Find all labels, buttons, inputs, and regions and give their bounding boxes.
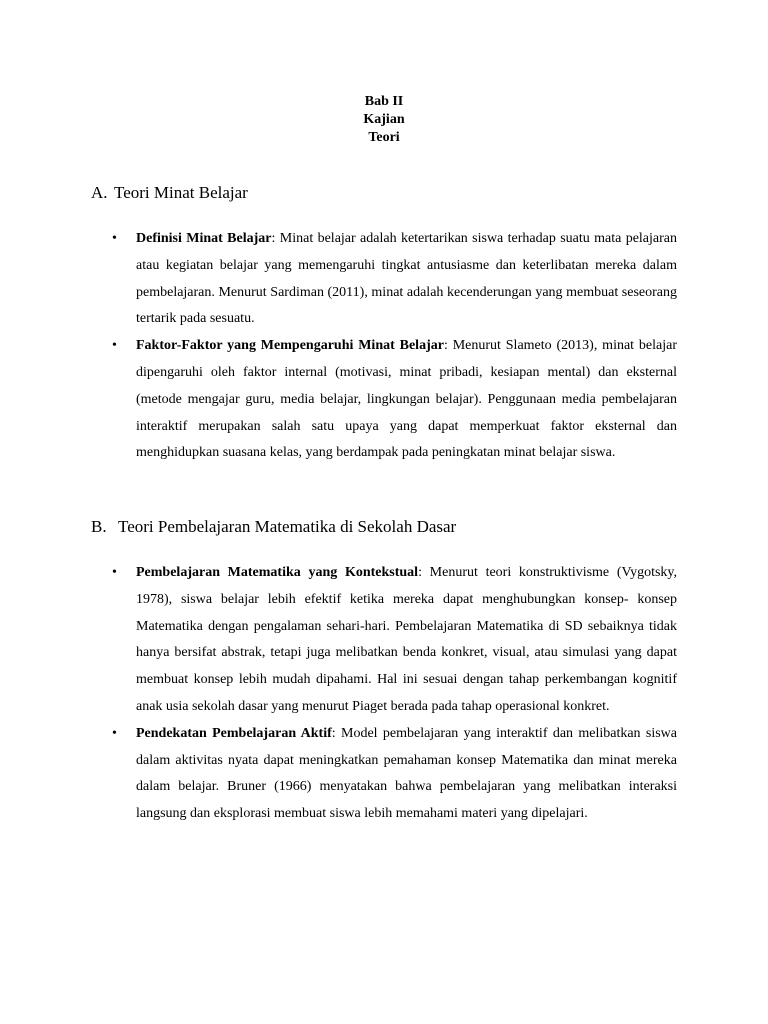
section-b-list bbox=[112, 560, 678, 828]
bullet-icon: • bbox=[112, 565, 117, 580]
list-item bbox=[112, 721, 678, 828]
bullet-text: : Minat belajar adalah ketertarikan siswa terhadap suatu mata pelajaran atau kegiatan belajar yang memengaruhi tingkat antusiasme dan keterlibatan mereka dalam pembelajaran. Menurut Sardiman (2011), minat adalah kecenderungan yang membuat seseorang tertarik pada sesuatu. bbox=[136, 231, 678, 327]
chapter-title-line-3: Teori bbox=[368, 130, 400, 145]
bullet-icon: • bbox=[112, 338, 117, 354]
bullet-term: Pembelajaran Matematika yang Kontekstual bbox=[136, 565, 419, 580]
list-item bbox=[112, 226, 678, 333]
section-a-title: Teori Minat Belajar bbox=[114, 183, 248, 202]
section-a-letter: A. bbox=[91, 183, 108, 202]
bullet-text: : Menurut Slameto (2013), minat belajar dipengaruhi oleh faktor internal (motivasi, minat pribadi, kesiapan mental) dan eksternal (metode mengajar guru, media belajar, lingkungan belajar). Penggunaan media pembelajaran interaktif merupakan salah satu upaya yang dapat memperkuat faktor eksternal dan menghidupkan suasana kelas, yang berdampak pada peningkatan minat belajar siswa. bbox=[136, 338, 678, 461]
bullet-term: Definisi Minat Belajar bbox=[136, 231, 272, 246]
list-item bbox=[112, 560, 677, 721]
bullet-term: Pendekatan Pembelajaran Aktif bbox=[136, 725, 332, 741]
section-b-letter: B. bbox=[91, 517, 107, 536]
section-b-title: Teori Pembelajaran Matematika di Sekolah Dasar bbox=[118, 517, 457, 536]
bullet-text: : Model pembelajaran yang interaktif dan melibatkan siswa dalam aktivitas nyata dapat meningkatkan pemahaman konsep Matematika dan minat mereka dalam belajar. Bruner (1966) menyatakan bahwa pembelajaran yang melibatkan interaksi langsung dan eksplorasi membuat siswa lebih memahami materi yang dipelajari. bbox=[136, 725, 678, 822]
section-a-list bbox=[112, 226, 678, 467]
section-a-heading bbox=[91, 182, 248, 204]
chapter-title bbox=[0, 93, 768, 147]
bullet-icon: • bbox=[112, 725, 117, 741]
chapter-title-line-2: Kajian bbox=[363, 112, 405, 127]
chapter-title-line-1: Bab II bbox=[364, 94, 404, 109]
bullet-term: Faktor-Faktor yang Mempengaruhi Minat Belajar bbox=[136, 338, 444, 354]
section-b-heading bbox=[91, 516, 456, 538]
list-item bbox=[112, 333, 678, 467]
bullet-text: : Menurut teori konstruktivisme (Vygotsky, 1978), siswa belajar lebih efektif ketika mereka dapat menghubungkan konsep- konsep Matematika dengan pengalaman sehari-hari. Pembelajaran Matematika di SD sebaiknya tidak hanya bersifat abstrak, tetapi juga melibatkan benda konkret, visual, atau simulasi yang dapat membuat konsep lebih mudah dipahami. Hal ini sesuai dengan tahap perkembangan kognitif anak usia sekolah dasar yang menurut Piaget berada pada tahap operasional konkret. bbox=[136, 565, 677, 714]
bullet-icon: • bbox=[112, 231, 117, 246]
